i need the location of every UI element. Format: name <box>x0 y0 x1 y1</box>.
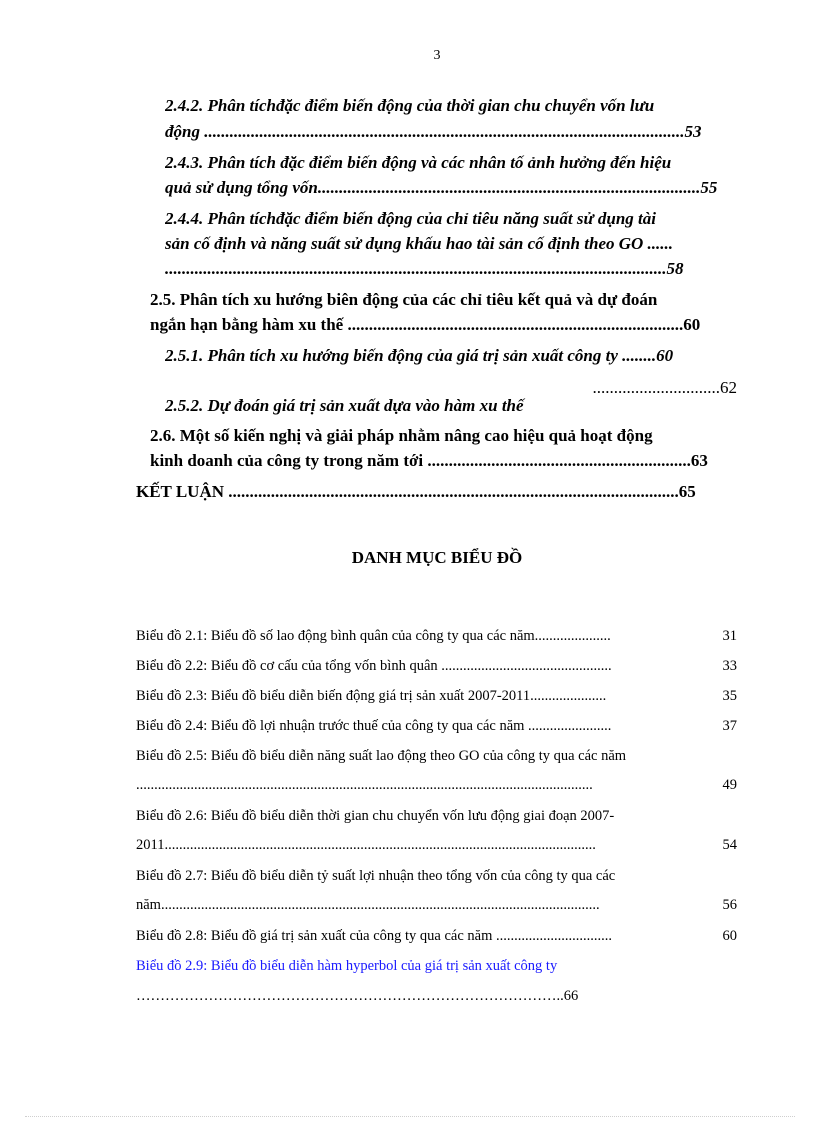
chart-list-item-cont: năm......................................................................................................................... <box>136 897 600 913</box>
toc-entry-2-6: 2.6. Một số kiến nghị và giải pháp nhằm nâng cao hiệu quả hoạt động <box>150 426 653 445</box>
chart-list-page-number: 33 <box>722 658 737 674</box>
chart-list-page-number: 31 <box>722 628 737 644</box>
toc-entry-2-4-2-cont: động .................................................................................................................53 <box>165 122 702 141</box>
chart-list-item: Biểu đồ 2.7: Biểu đồ biểu diễn tỷ suất lợi nhuận theo tổng vốn của công ty qua các <box>136 868 616 884</box>
toc-entry-2-5-1: 2.5.1. Phân tích xu hướng biến động của giá trị sản xuất công ty ........60 <box>165 346 674 365</box>
chart-list-item-cont: .............................................................................................................................. <box>136 777 593 793</box>
chart-list-page-number: 54 <box>722 837 737 853</box>
chart-list-page-number: 60 <box>722 928 737 944</box>
toc-entry-2-6-cont: kinh doanh của công ty trong năm tới ..............................................................63 <box>150 451 708 470</box>
chart-list-item: Biểu đồ 2.4: Biểu đồ lợi nhuận trước thuế của công ty qua các năm ....................... <box>136 718 612 734</box>
toc-entry-2-5-2: 2.5.2. Dự đoán giá trị sản xuất dựa vào hàm xu thế <box>165 396 524 415</box>
chart-list-page-number: 56 <box>722 897 737 913</box>
chart-list-title: DANH MỤC BIỂU ĐỒ <box>351 548 523 567</box>
chart-list-page-number: 35 <box>722 688 737 704</box>
toc-entry-2-5-cont: ngắn hạn bằng hàm xu thế ...............................................................................60 <box>150 315 701 334</box>
chart-list-item-cont: ……………………………………………………………………………..66 <box>136 988 579 1004</box>
page-border <box>25 1116 795 1117</box>
toc-entry-2-4-3: 2.4.3. Phân tích đặc điểm biến động và các nhân tố ảnh hưởng đến hiệu <box>165 153 672 172</box>
toc-entry-2-4-4-cont: sản cố định và năng suất sử dụng khấu hao tài sản cố định theo GO ...... <box>165 234 674 253</box>
chart-list-item: Biểu đồ 2.8: Biểu đồ giá trị sản xuất của công ty qua các năm ................................ <box>136 928 612 944</box>
toc-entry-2-4-4-cont2: ......................................................................................................................58 <box>165 259 684 278</box>
chart-list-item: Biểu đồ 2.5: Biểu đồ biểu diễn năng suất lao động theo GO của công ty qua các năm <box>136 748 627 764</box>
page-number: 3 <box>433 48 441 63</box>
chart-list-item-cont: 2011....................................................................................................................... <box>136 837 596 853</box>
toc-entry-2-4-2: 2.4.2. Phân tíchđặc điểm biến động của thời gian chu chuyển vốn lưu <box>165 96 655 115</box>
toc-entry-ket-luan: KẾT LUẬN ..........................................................................................................65 <box>136 482 696 501</box>
toc-entry-2-5-2-leader: ..............................62 <box>592 378 737 397</box>
toc-entry-2-4-3-cont: quả sử dụng tổng vốn..........................................................................................55 <box>165 178 718 197</box>
chart-list-item: Biểu đồ 2.1: Biểu đồ số lao động bình quân của công ty qua các năm..................... <box>136 628 611 644</box>
chart-list-page-number: 37 <box>722 718 737 734</box>
chart-list-item: Biểu đồ 2.3: Biểu đồ biểu diễn biến động giá trị sản xuất 2007-2011..................... <box>136 688 607 704</box>
chart-list-item: Biểu đồ 2.6: Biểu đồ biểu diễn thời gian chu chuyển vốn lưu động giai đoạn 2007- <box>136 808 615 824</box>
toc-entry-2-5: 2.5. Phân tích xu hướng biên động của các chỉ tiêu kết quả và dự đoán <box>150 290 658 309</box>
toc-entry-2-4-4: 2.4.4. Phân tíchđặc điểm biến động của chỉ tiêu năng suất sử dụng tài <box>165 209 656 228</box>
chart-list-item: Biểu đồ 2.9: Biểu đồ biểu diễn hàm hyperbol của giá trị sản xuất công ty <box>136 958 558 974</box>
chart-list-page-number: 49 <box>722 777 737 793</box>
chart-list-item: Biểu đồ 2.2: Biểu đồ cơ cấu của tổng vốn bình quân ............................................... <box>136 658 612 674</box>
